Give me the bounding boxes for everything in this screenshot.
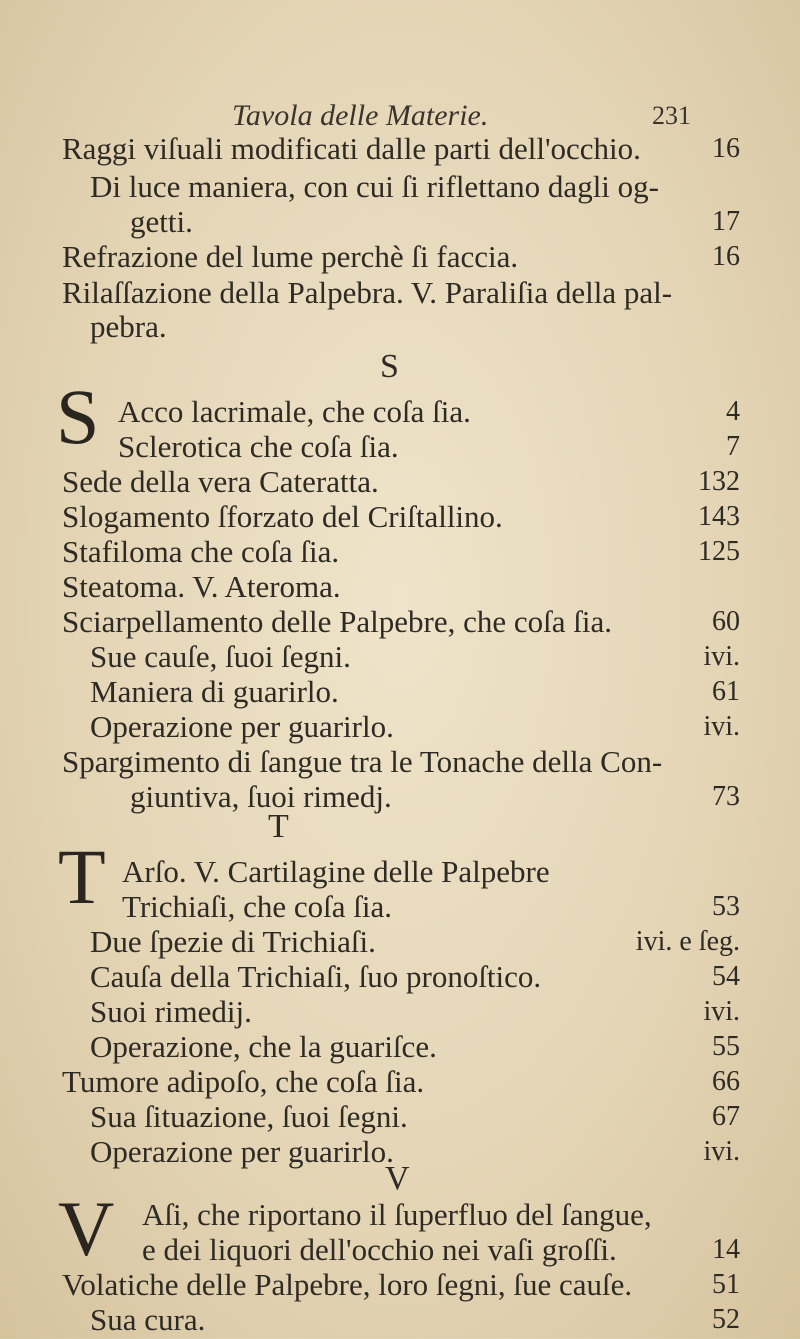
list-item: [0, 533, 800, 571]
entry-text: Trichiaſi, che coſa ſia.: [122, 889, 393, 924]
list-item: [0, 853, 800, 891]
entry-text: Slogamento ſforzato del Criſtallino.: [62, 499, 503, 534]
entry-text: Sede della vera Cateratta.: [62, 464, 379, 499]
drop-cap-t: T: [58, 833, 106, 920]
list-item: [0, 1231, 800, 1269]
entry-page: 125: [698, 536, 740, 567]
list-item: [0, 743, 800, 781]
entry-page: 7: [726, 431, 740, 462]
list-item: [0, 203, 800, 241]
list-item: [0, 638, 800, 676]
entry-text: Refrazione del lume perchè ſi faccia.: [62, 239, 519, 274]
list-item: [0, 1266, 800, 1304]
list-item: [0, 428, 800, 466]
entry-text: Volatiche delle Palpebre, loro ſegni, ſue cauſe.: [62, 1267, 633, 1302]
entry-text: Sua cura.: [90, 1302, 206, 1337]
list-item: [0, 238, 800, 276]
list-item: [0, 168, 800, 206]
entry-page: 143: [698, 501, 740, 532]
list-item: [0, 1196, 800, 1234]
entry-text: Due ſpezie di Trichiaſi.: [90, 924, 376, 959]
entry-text: Tumore adipoſo, che coſa ſia.: [62, 1064, 425, 1099]
entry-page: 132: [698, 466, 740, 497]
entry-page: ivi. e ſeg.: [635, 926, 740, 957]
entry-page: 73: [712, 781, 740, 812]
entry-text: Stafiloma che coſa ſia.: [62, 534, 340, 569]
entry-text: Operazione per guarirlo.: [90, 709, 394, 744]
list-item: [0, 1301, 800, 1339]
list-item: [0, 1028, 800, 1066]
list-item: [0, 274, 800, 312]
list-item: [0, 308, 800, 346]
entry-text: Sue cauſe, ſuoi ſegni.: [90, 639, 351, 674]
entry-text: Raggi viſuali modificati dalle parti dell'occhio.: [62, 131, 641, 166]
entry-text: Steatoma. V. Ateroma.: [62, 569, 341, 604]
list-item: [0, 993, 800, 1031]
entry-text: Sciarpellamento delle Palpebre, che coſa ſia.: [62, 604, 613, 639]
entry-text: Operazione per guarirlo.: [90, 1134, 394, 1169]
entry-page: ivi.: [703, 641, 740, 672]
section-letter-t: T: [268, 808, 289, 845]
entry-text: Spargimento di ſangue tra le Tonache della Con-: [62, 744, 663, 779]
list-item: [0, 498, 800, 536]
entry-text: Cauſa della Trichiaſi, ſuo pronoſtico.: [90, 959, 542, 994]
entry-text: Maniera di guarirlo.: [90, 674, 339, 709]
section-letter-v: V: [385, 1160, 410, 1197]
entry-text: Suoi rimedij.: [90, 994, 252, 1029]
entry-page: 16: [712, 133, 740, 164]
entry-text: giuntiva, ſuoi rimedj.: [130, 779, 392, 814]
entry-page: 67: [712, 1101, 740, 1132]
entry-page: ivi.: [703, 711, 740, 742]
page-number: 231: [652, 101, 691, 130]
entry-page: 54: [712, 961, 740, 992]
entry-page: ivi.: [703, 1136, 740, 1167]
entry-text: Rilaſſazione della Palpebra. V. Paraliſia della pal-: [62, 275, 673, 310]
entry-page: 66: [712, 1066, 740, 1097]
list-item: [0, 568, 800, 606]
entry-text: getti.: [130, 204, 193, 239]
list-item: [0, 603, 800, 641]
entry-page: 53: [712, 891, 740, 922]
entry-page: 16: [712, 241, 740, 272]
drop-cap-s: S: [56, 373, 100, 460]
entry-page: 14: [712, 1234, 740, 1265]
list-item: [0, 958, 800, 996]
section-letter-s: S: [380, 348, 399, 385]
entry-page: ivi.: [703, 996, 740, 1027]
page-title: Tavola delle Materie.: [232, 99, 489, 132]
list-item: [0, 130, 800, 168]
list-item: [0, 923, 800, 961]
entry-page: 61: [712, 676, 740, 707]
list-item: [0, 1098, 800, 1136]
entry-text: Di luce maniera, con cui ſi riflettano dagli og-: [90, 169, 659, 204]
drop-cap-v: V: [58, 1185, 115, 1272]
entry-text: Arſo. V. Cartilagine delle Palpebre: [122, 854, 550, 889]
entry-page: 55: [712, 1031, 740, 1062]
entry-page: 52: [712, 1304, 740, 1335]
entry-text: Sua ſituazione, ſuoi ſegni.: [90, 1099, 408, 1134]
entry-text: Operazione, che la guariſce.: [90, 1029, 437, 1064]
entry-page: 4: [726, 396, 740, 427]
entry-text: Sclerotica che coſa ſia.: [118, 429, 399, 464]
list-item: [0, 1063, 800, 1101]
entry-text: Aſi, che riportano il ſuperfluo del ſangue,: [142, 1197, 652, 1232]
entry-text: e dei liquori dell'occhio nei vaſi groſſi.: [142, 1232, 617, 1267]
list-item: [0, 673, 800, 711]
list-item: [0, 888, 800, 926]
list-item: [0, 393, 800, 431]
entry-page: 17: [712, 206, 740, 237]
list-item: [0, 708, 800, 746]
entry-page: 60: [712, 606, 740, 637]
list-item: [0, 778, 800, 816]
list-item: [0, 463, 800, 501]
entry-text: Acco lacrimale, che coſa ſia.: [118, 394, 471, 429]
entry-text: pebra.: [90, 309, 167, 344]
entry-page: 51: [712, 1269, 740, 1300]
